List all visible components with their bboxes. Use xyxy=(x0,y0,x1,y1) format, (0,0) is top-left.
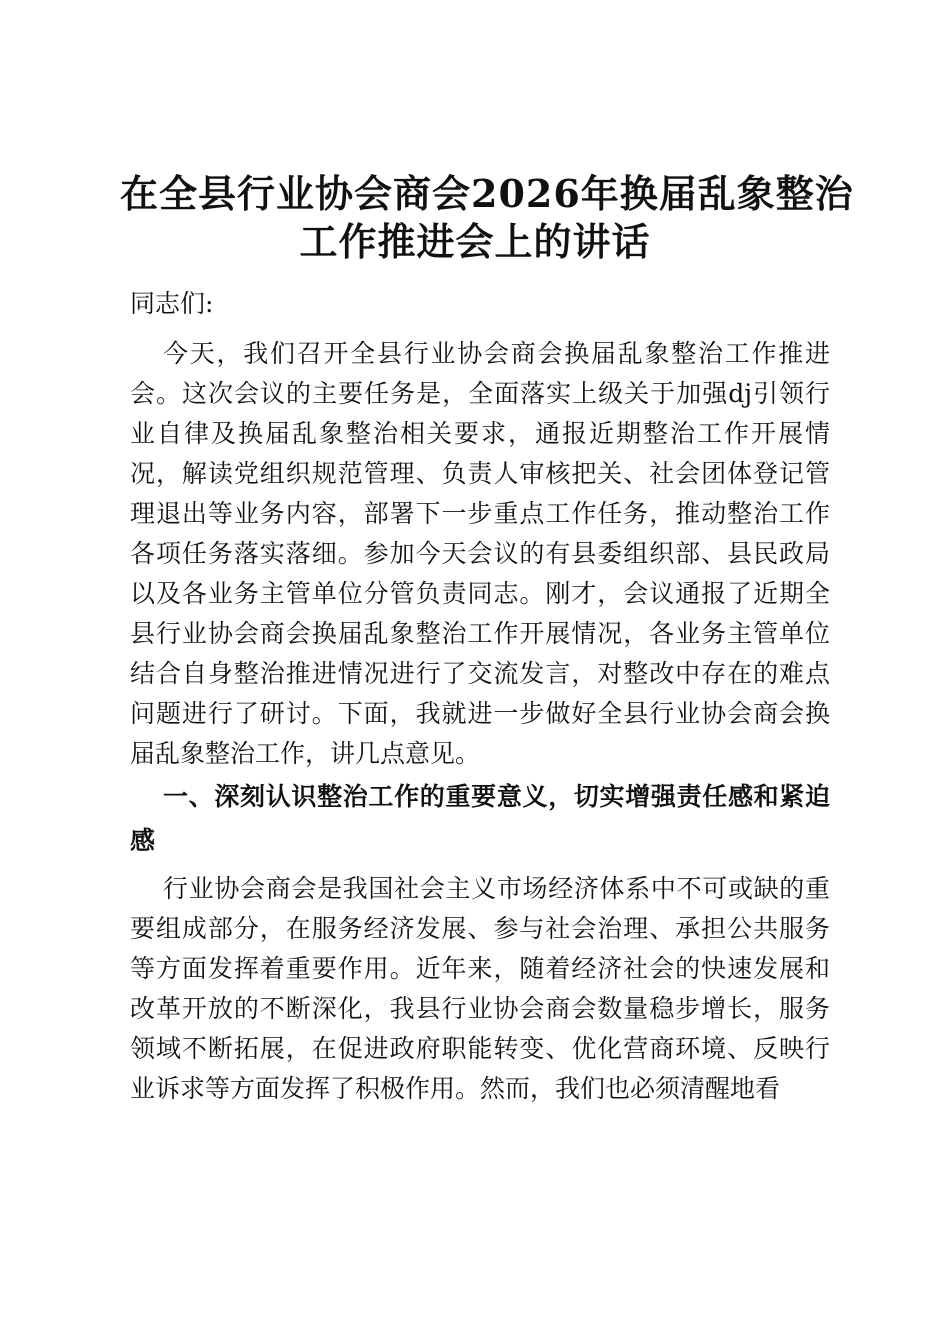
paragraph-1-line: 会。这次会议的主要任务是，全面落实上级关于加强dj引领行 xyxy=(130,379,830,408)
paragraph-1-line: 理退出等业务内容，部署下一步重点工作任务，推动整治工作 xyxy=(130,499,830,528)
paragraph-2-line: 等方面发挥着重要作用。近年来，随着经济社会的快速发展和 xyxy=(130,954,830,983)
paragraph-1-line: 问题进行了研讨。下面，我就进一步做好全县行业协会商会换 xyxy=(130,699,830,728)
paragraph-2-line: 要组成部分，在服务经济发展、参与社会治理、承担公共服务 xyxy=(130,914,830,943)
section-heading-line: 一、深刻认识整治工作的重要意义，切实增强责任感和紧迫 xyxy=(163,782,830,811)
document-title-line-1: 在全县行业协会商会2026年换届乱象整治 xyxy=(120,171,854,216)
salutation: 同志们: xyxy=(130,289,214,318)
section-heading-line: 感 xyxy=(130,826,156,855)
paragraph-1-line: 今天，我们召开全县行业协会商会换届乱象整治工作推进 xyxy=(163,339,830,368)
paragraph-1-line: 县行业协会商会换届乱象整治工作开展情况，各业务主管单位 xyxy=(130,619,830,648)
paragraph-1-line: 各项任务落实落细。参加今天会议的有县委组织部、县民政局 xyxy=(130,539,830,568)
paragraph-2-line: 行业协会商会是我国社会主义市场经济体系中不可或缺的重 xyxy=(163,874,830,903)
paragraph-1-line: 届乱象整治工作，讲几点意见。 xyxy=(130,739,481,768)
paragraph-1-line: 况，解读党组织规范管理、负责人审核把关、社会团体登记管 xyxy=(130,459,830,488)
paragraph-1-line: 业自律及换届乱象整治相关要求，通报近期整治工作开展情 xyxy=(130,419,830,448)
paragraph-2-line: 领域不断拓展，在促进政府职能转变、优化营商环境、反映行 xyxy=(130,1034,830,1063)
paragraph-2-line: 业诉求等方面发挥了积极作用。然而，我们也必须清醒地看 xyxy=(130,1074,781,1103)
paragraph-2-line: 改革开放的不断深化，我县行业协会商会数量稳步增长，服务 xyxy=(130,994,830,1023)
paragraph-1-line: 结合自身整治推进情况进行了交流发言，对整改中存在的难点 xyxy=(130,659,830,688)
document-title-line-2: 工作推进会上的讲话 xyxy=(299,219,651,264)
paragraph-1-line: 以及各业务主管单位分管负责同志。刚才，会议通报了近期全 xyxy=(130,579,830,608)
